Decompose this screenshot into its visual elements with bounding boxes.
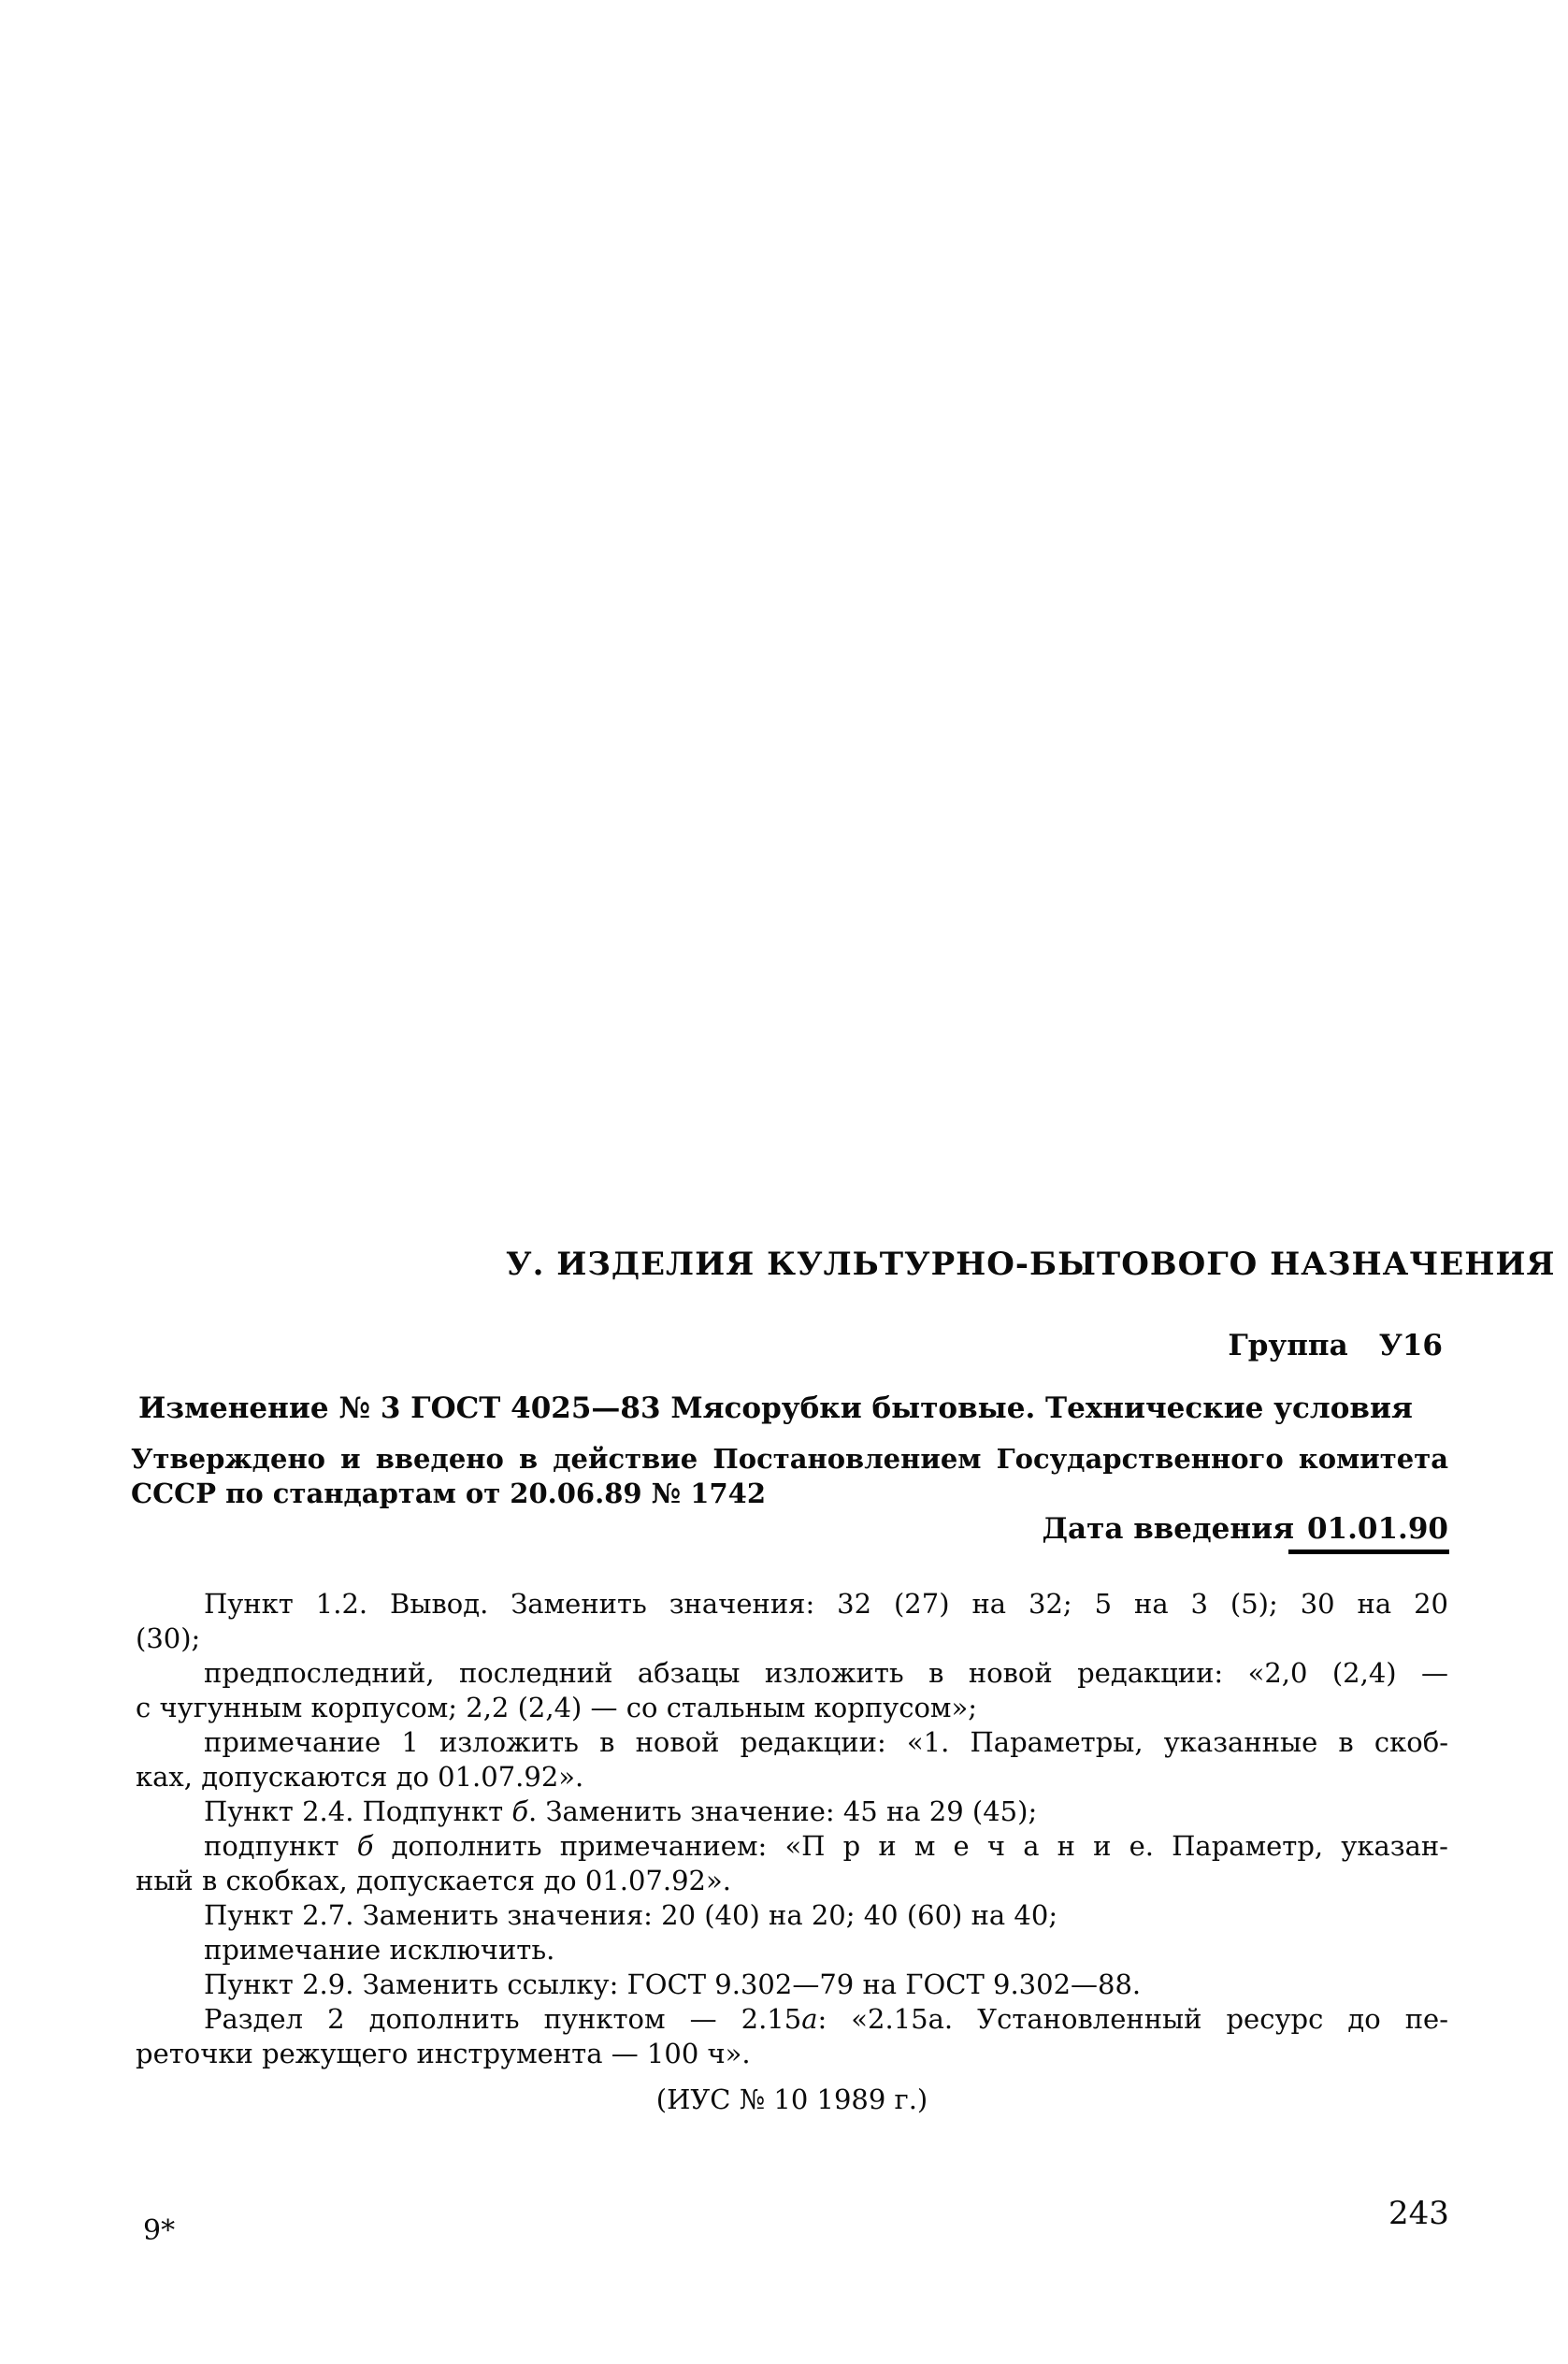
body-line — [136, 1795, 1448, 1829]
body-line — [136, 2002, 1448, 2037]
body-line: реточки режущего инструмента — 100 ч». — [136, 2038, 751, 2069]
body-line: с чугунным корпусом; 2,2 (2,4) — со стальным корпусом»; — [136, 1692, 977, 1723]
body-line-segment: : «2.15а. Установленный ресурс до пе- — [817, 2003, 1449, 2035]
body-line: Пункт 1.2. Вывод. Заменить значения: 32 (27) на 32; 5 на 3 (5); 30 на 20 — [204, 1588, 1448, 1620]
approval-line: Утверждено и введено в действие Постановлением Государственного комитета — [131, 1443, 1448, 1475]
body-line-segment: подпункт — [204, 1830, 357, 1862]
body-line: (30); — [136, 1622, 201, 1654]
group-designation — [1228, 1329, 1443, 1362]
approval-line: СССР по стандартам от 20.06.89 № 1742 — [131, 1478, 766, 1509]
body-line-segment: Раздел 2 дополнить пунктом — 2.15 — [204, 2003, 802, 2035]
group-value: У16 — [1378, 1329, 1443, 1362]
body-line: примечание 1 изложить в новой редакции: «1. Параметры, указанные в скоб- — [204, 1726, 1448, 1758]
body-line-segment-italic: б — [356, 1830, 374, 1862]
body-line-segment-italic: а — [801, 2003, 818, 2035]
printer-signature-mark: 9* — [143, 2214, 176, 2247]
effective-date-value: 01.01.90 — [1306, 1512, 1448, 1546]
body-line: Пункт 2.7. Заменить значения: 20 (40) на 20; 40 (60) на 40; — [204, 1899, 1058, 1931]
body-line: примечание исключить. — [204, 1934, 555, 1966]
body-line: ный в скобках, допускается до 01.07.92». — [136, 1865, 731, 1896]
body-line-segment: . Заменить значение: 45 на 29 (45); — [528, 1795, 1038, 1827]
ius-note: (ИУС № 10 1989 г.) — [655, 2083, 928, 2115]
group-label: Группа — [1228, 1329, 1348, 1362]
body-line-segment: дополнить примечанием: «П р и м е ч а н и е. Параметр, указан- — [373, 1830, 1448, 1862]
body-line-segment: Пункт 2.4. Подпункт — [204, 1795, 512, 1827]
effective-date — [1042, 1512, 1448, 1546]
body-line-segment-italic: б — [511, 1795, 529, 1827]
effective-date-label: Дата введения — [1042, 1512, 1294, 1546]
body-line — [136, 1829, 1448, 1864]
body-line: Пункт 2.9. Заменить ссылку: ГОСТ 9.302—79 на ГОСТ 9.302—88. — [204, 1968, 1142, 2000]
change-text-body — [136, 1587, 1448, 2117]
body-line: ках, допускаются до 01.07.92». — [136, 1761, 584, 1793]
body-line: предпоследний, последний абзацы изложить в новой редакции: «2,0 (2,4) — — [204, 1657, 1448, 1689]
page-number: 243 — [1388, 2195, 1449, 2232]
date-underline-rule — [1288, 1550, 1449, 1554]
approval-paragraph — [131, 1442, 1448, 1511]
change-heading: Изменение № 3 ГОСТ 4025—83 Мясорубки бытовые. Технические условия — [138, 1391, 1413, 1425]
page-title: У. ИЗДЕЛИЯ КУЛЬТУРНО-БЫТОВОГО НАЗНАЧЕНИЯ — [506, 1246, 1556, 1283]
